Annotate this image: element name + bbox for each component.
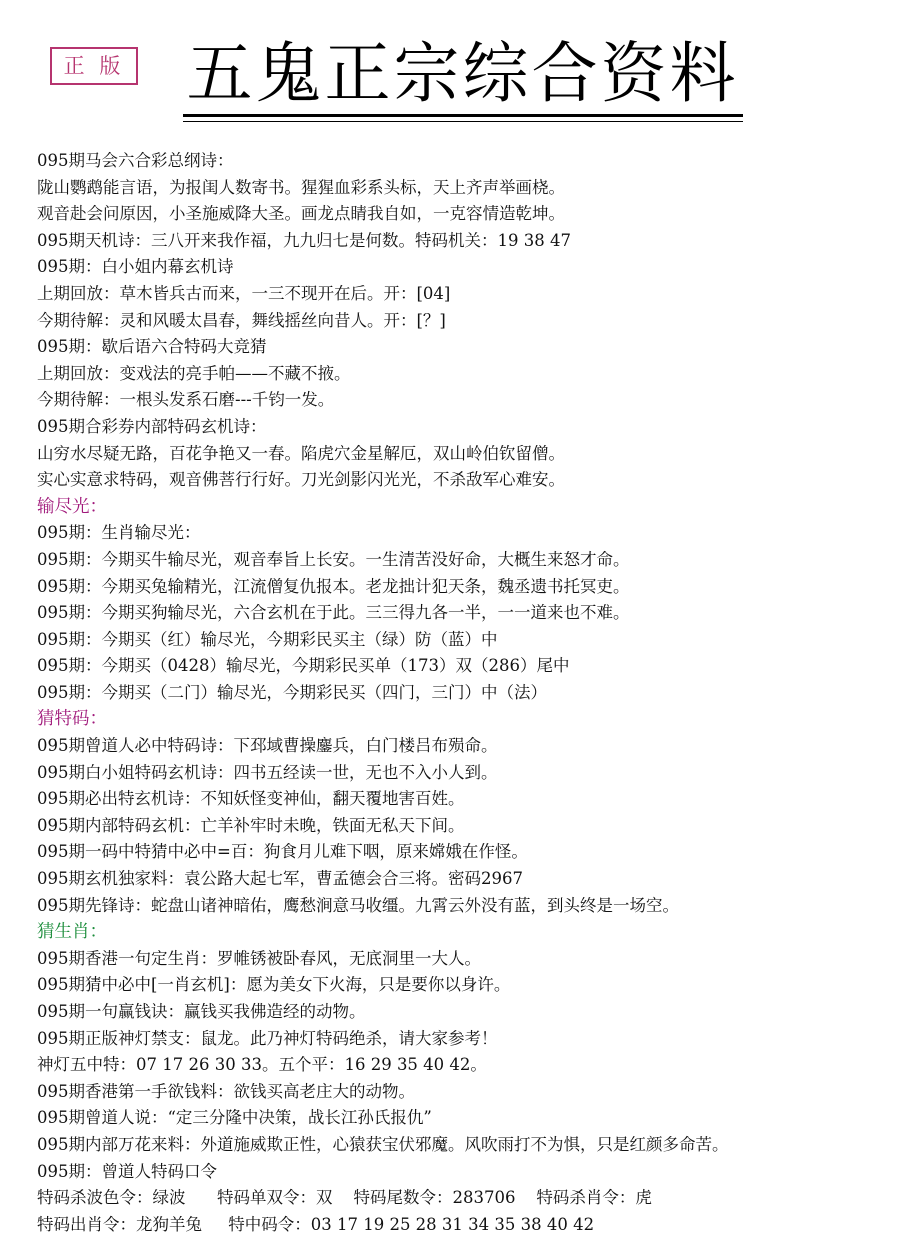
text-line: 095期香港一句定生肖：罗帷锈被卧春风，无底洞里一大人。: [37, 948, 481, 968]
text-line: 095期必出特玄机诗：不知妖怪变神仙，翻天覆地害百姓。: [37, 789, 465, 809]
text-line: 095期内部特码玄机：亡羊补牢时未晚，铁面无私天下间。: [37, 815, 465, 835]
text-line: 095期天机诗：三八开来我作福，九九归七是何数。特码机关：19 38 47: [37, 230, 571, 250]
text-line: 095期：今期买（0428）输尽光，今期彩民买单（173）双（286）尾中: [37, 656, 570, 676]
text-line: 陇山鹦鹉能言语，为报闺人数寄书。猩猩血彩系头标，天上齐声举画桡。: [37, 177, 565, 197]
content-body: [37, 148, 887, 1238]
text-line: 095期：今期买（红）输尽光，今期彩民买主（绿）防（蓝）中: [37, 629, 498, 649]
text-line: 神灯五中特：07 17 26 30 33。五个平：16 29 35 40 42。: [37, 1055, 487, 1075]
text-line: 特码杀波色令：绿波 特码单双令：双 特码尾数令：283706 特码杀肖令：虎: [37, 1188, 652, 1208]
text-line: 095期玄机独家料：袁公路大起七军，曹孟德会合三将。密码2967: [37, 869, 523, 889]
text-line: 095期：今期买（二门）输尽光，今期彩民买（四门，三门）中（法）: [37, 682, 547, 702]
title-underline-thin: [183, 121, 743, 122]
title-underline-thick: [183, 114, 743, 117]
text-line: 095期先锋诗：蛇盘山诸神暗佑，鹰愁涧意马收缰。九霄云外没有蓝，到头终是一场空。: [37, 895, 679, 915]
text-line: 今期待解：灵和风暖太昌春，舞线摇丝向昔人。开：[？]: [37, 310, 446, 330]
text-line: 095期白小姐特码玄机诗：四书五经读一世，无也不入小人到。: [37, 762, 498, 782]
text-line: 095期：今期买兔输精光，江流僧复仇报本。老龙拙计犯天条，魏丞遗书托冥吏。: [37, 576, 630, 596]
page-title: 五鬼正宗综合资料: [186, 35, 739, 112]
text-line: 095期：歇后语六合特码大竞猜: [37, 337, 267, 357]
text-line: 095期：今期买狗输尽光，六合玄机在于此。三三得九各一半，一一道来也不难。: [37, 603, 630, 623]
section-heading: 猜特码：: [37, 709, 107, 730]
text-line: 观音赴会问原因，小圣施威降大圣。画龙点睛我自如，一克容情造乾坤。: [37, 204, 565, 224]
section-heading: 猜生肖：: [37, 922, 107, 943]
text-line: 实心实意求特码，观音佛菩行行好。刀光剑影闪光光，不杀敌军心难安。: [37, 470, 565, 490]
text-line: 095期一句赢钱诀：赢钱买我佛造经的动物。: [37, 1002, 366, 1021]
authentic-stamp: 正 版: [50, 47, 138, 85]
text-line: 特码出肖令：龙狗羊兔 特中码令：03 17 19 25 28 31 34 35 38 40 42: [37, 1214, 595, 1234]
text-line: 095期正版神灯禁支：鼠龙。此乃神灯特码绝杀，请大家参考！: [37, 1028, 498, 1048]
text-line: 095期：白小姐内幕玄机诗: [37, 257, 234, 277]
text-line: 095期一码中特猜中必中=百：狗食月儿难下咽，原来嫦娥在作怪。: [37, 842, 528, 862]
text-line: 095期内部万花来料：外道施威欺正性，心猿获宝伏邪魔。风吹雨打不为惧，只是红颜多命苦。: [37, 1134, 729, 1154]
text-line: 095期曾道人必中特码诗：下邳域曹操鏖兵，白门楼吕布殒命。: [37, 736, 498, 756]
text-line: 095期：今期买牛输尽光，观音奉旨上长安。一生清苦没好命，大概生来怒才命。: [37, 549, 630, 569]
text-line: 山穷水尽疑无路，百花争艳又一春。陷虎穴金星解厄，双山岭伯钦留僧。: [37, 443, 565, 463]
text-line: 095期猜中必中[一肖玄机]：愿为美女下火海，只是要你以身许。: [37, 975, 511, 995]
text-line: 095期：生肖输尽光：: [37, 523, 201, 543]
text-line: 095期合彩券内部特码玄机诗：: [37, 416, 267, 436]
text-line: 上期回放：草木皆兵古而来，一三不现开在后。开：[04]: [37, 283, 451, 303]
text-line: 095期香港第一手欲钱料：欲钱买高老庄大的动物。: [37, 1081, 415, 1101]
text-line: 上期回放：变戏法的亮手帕——不藏不掖。: [37, 363, 351, 383]
text-line: 今期待解：一根头发系石磨---千钧一发。: [37, 390, 335, 410]
text-line: 095期：曾道人特码口令: [37, 1161, 217, 1181]
section-heading: 输尽光：: [37, 496, 107, 517]
text-line: 095期马会六合彩总纲诗：: [37, 151, 234, 170]
text-line: 095期曾道人说：“定三分隆中决策，战长江孙氏报仇”: [37, 1108, 432, 1128]
